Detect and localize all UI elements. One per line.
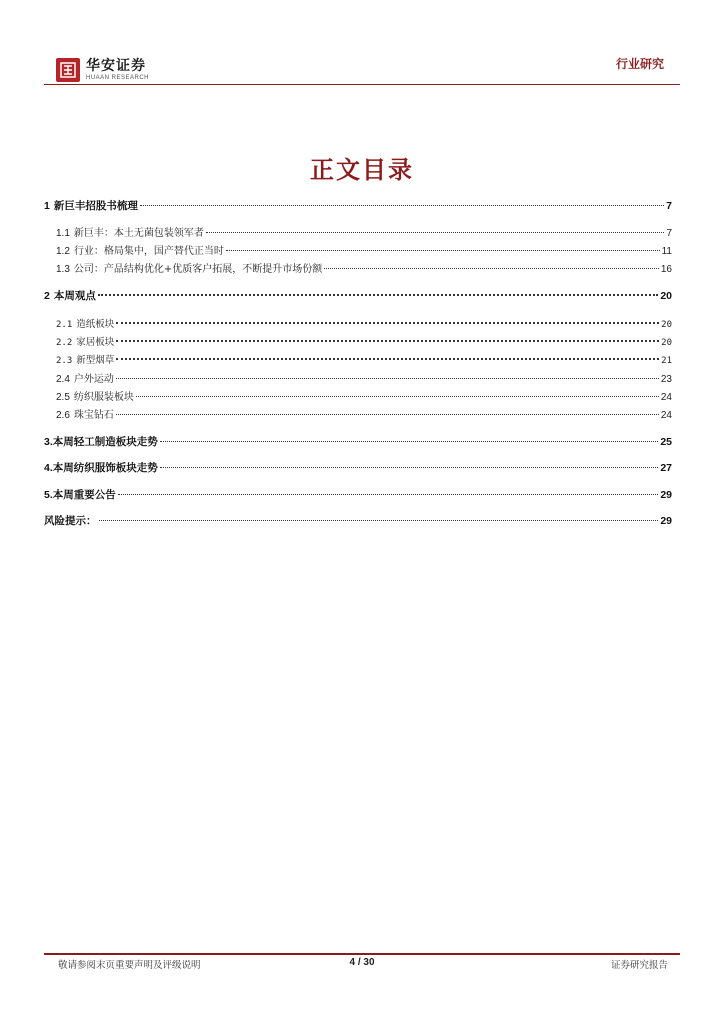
toc-entry-2[interactable] [44,288,672,303]
company-logo [56,58,149,82]
toc-entry-text: 造纸板块 [76,319,115,330]
toc-entry-text: 纺织服装板块 [73,392,134,403]
toc-entry-page: 25 [660,436,672,448]
toc-entry-page: 7 [666,228,672,239]
toc-entry-1-3[interactable] [44,260,672,275]
dot-leader [160,467,659,468]
dot-leader [98,294,658,296]
toc-entry-number: 2.6 [56,410,70,421]
toc-entry-2-4[interactable] [44,370,672,385]
toc-entry-page: 7 [666,200,672,212]
toc-entry-number: 1.2 [56,246,70,257]
toc-entry-page: 11 [661,246,672,257]
toc-entry-text: 本周纺织服饰板块走势 [52,462,158,474]
toc-title: 正文目录 [310,155,414,184]
toc-entry-text: 家居板块 [76,337,115,348]
toc-entry-text: 本周重要公告 [52,489,116,501]
toc-entry-number: 1 [44,200,50,212]
toc-entry-number: 2.5 [56,392,70,403]
toc-entry-text: 公司：产品结构优化+优质客户拓展，不断提升市场份额 [73,264,323,275]
dot-leader [116,358,659,360]
toc-entry-number: 2.2 [56,338,73,348]
seal-icon [56,58,80,82]
toc-entry-2-3[interactable] [44,352,672,366]
toc-entry-page: 29 [660,489,672,501]
header-divider [44,84,680,85]
toc-entry-2-1[interactable] [44,316,672,330]
toc-entry-2-2[interactable] [44,334,672,348]
dot-leader [140,205,664,206]
logo-chinese-name: 华安证券 [86,58,146,74]
toc-entry-1[interactable] [44,198,672,213]
toc-entry-text: 新巨丰：本土无菌包装领军者 [73,228,204,239]
toc-entry-page: 21 [661,356,672,366]
toc-entry-number: 2.3 [56,356,73,366]
dot-leader [116,340,659,342]
toc-entry-number: 5. [44,489,53,501]
toc-entry-page: 20 [661,320,672,330]
toc-entry-3[interactable] [44,434,672,449]
toc-entry-number: 2 [44,290,50,302]
footer-doc-type: 证券研究报告 [610,960,668,971]
toc-entry-page: 20 [661,338,672,348]
dot-leader [226,250,660,251]
logo-english-name: HUAAN RESEARCH [86,75,150,81]
report-category: 行业研究 [615,57,664,71]
footer-disclaimer: 敬请参阅末页重要声明及评级说明 [58,960,201,971]
toc-entry-text: 珠宝钻石 [73,410,114,421]
dot-leader [206,232,665,233]
dot-leader [116,414,659,415]
toc-entry-text: 风险提示： [44,515,97,527]
toc-entry-page: 29 [660,515,672,527]
toc-entry-number: 3. [44,436,53,448]
toc-entry-text: 新型烟草 [76,355,115,366]
toc-entry-number: 1.3 [56,264,70,275]
toc-entry-page: 24 [660,410,672,421]
dot-leader [324,268,659,269]
toc-entry-text: 行业：格局集中，国产替代正当时 [73,246,224,257]
toc-entry-1-2[interactable] [44,242,672,257]
toc-entry-number: 2.1 [56,320,73,330]
toc-entry-2-6[interactable] [44,406,672,421]
dot-leader [116,322,659,324]
toc-entry-text: 本周轻工制造板块走势 [52,436,158,448]
toc-entry-4[interactable] [44,460,672,475]
toc-entry-number: 2.4 [56,374,70,385]
toc-entry-text: 新巨丰招股书梳理 [53,200,138,212]
toc-entry-number: 4. [44,462,53,474]
toc-entry-page: 23 [660,374,672,385]
toc-entry-page: 27 [660,462,672,474]
toc-entry-page: 24 [660,392,672,403]
dot-leader [136,396,659,397]
dot-leader [116,378,659,379]
toc-entry-1-1[interactable] [44,224,672,239]
dot-leader [99,520,659,521]
dot-leader [118,494,659,495]
toc-entry-text: 户外运动 [73,374,114,385]
toc-entry-5[interactable] [44,487,672,502]
toc-entry-number: 1.1 [56,228,70,239]
toc-entry-text: 本周观点 [53,290,96,302]
toc-entry-page: 20 [660,290,672,302]
dot-leader [160,441,659,442]
toc-entry-risk[interactable] [44,513,672,528]
toc-entry-page: 16 [660,264,672,275]
page-number: 4 / 30 [349,957,375,968]
toc-entry-2-5[interactable] [44,388,672,403]
footer-divider [44,953,680,955]
